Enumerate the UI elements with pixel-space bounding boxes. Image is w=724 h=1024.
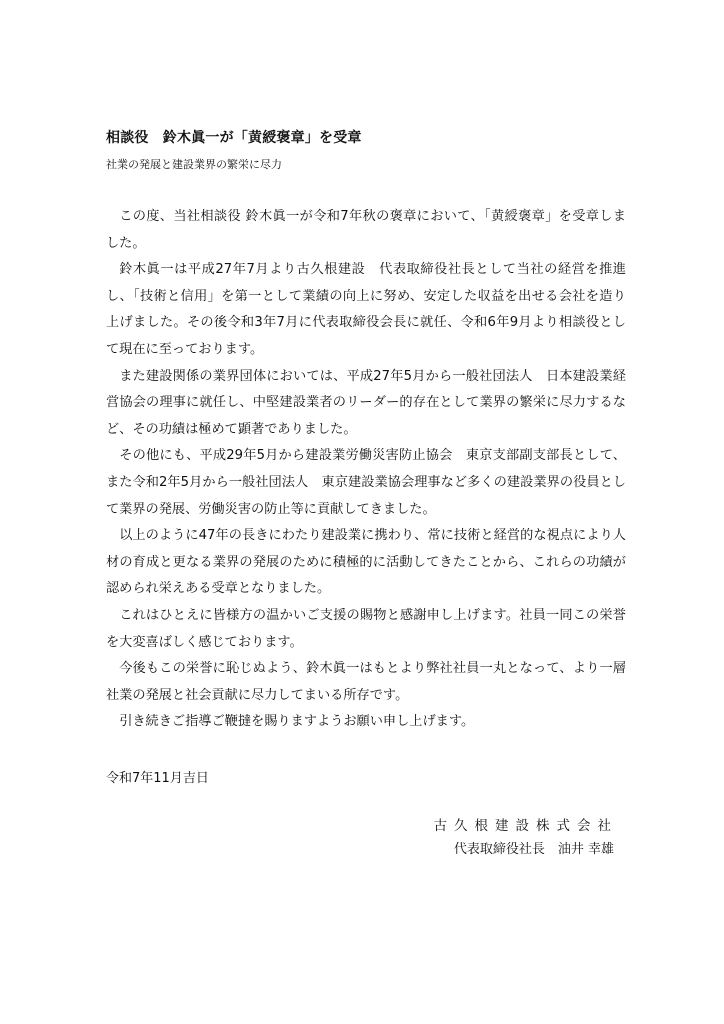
paragraph: これはひとえに皆様方の温かいご支援の賜物と感謝申し上げます。社員一同この栄誉を大変喜ばしく感じております。 [106,607,626,650]
paragraph: 引き続きご指導ご鞭撻を賜りますようお願い申し上げます。 [119,714,475,730]
document-subtitle: 社業の発展と建設業界の繁栄に尽力 [106,158,282,171]
paragraph: 今後もこの栄誉に恥じぬよう、鈴木眞一はもとより弊社社員一丸となって、より一層社業の発展と社会貢献に尽力してまいる所存です。 [106,661,626,703]
document-title: 相談役 鈴木眞一が「黄綬褒章」を受章 [106,130,362,146]
paragraph: 鈴木眞一は平成27年7月より古久根建設 代表取締役社長として当社の経営を推進し、「技術と信用」を第一として業績の向上に努め、安定した収益を出せる会社を造り上げました。その後令和3年7月に代表取締役会長に就任、令和6年9月より相談役として現在に至っております。 [106,262,626,357]
paragraph: また建設関係の業界団体においては、平成27年5月から一般社団法人 日本建設業経営協会の理事に就任し、中堅建設業者のリーダー的存在として業界の繁栄に尽力するなど、その功績は極めて顕著でありました。 [106,368,626,437]
company-name: 古久根建設株式会社 [433,818,618,834]
document-body [106,204,626,736]
paragraph: その他にも、平成29年5月から建設業労働災害防止協会 東京支部副支部長として、また令和2年5月から一般社団法人 東京建設業協会理事など多くの建設業界の役員として業界の発展、労働災害の防止等に貢献してきました。 [106,448,626,517]
representative-signature: 代表取締役社長 油井 幸雄 [453,842,614,857]
issue-date: 令和7年11月吉日 [106,771,209,786]
paragraph: 以上のように47年の長きにわたり建設業に携わり、常に技術と経営的な視点により人材の育成と更なる業界の発展のために積極的に活動してきたことから、これらの功績が認められ栄えある受章となりました。 [106,528,626,597]
paragraph: この度、当社相談役 鈴木眞一が令和7年秋の褒章において、「黄綬褒章」を受章しました。 [106,209,626,251]
